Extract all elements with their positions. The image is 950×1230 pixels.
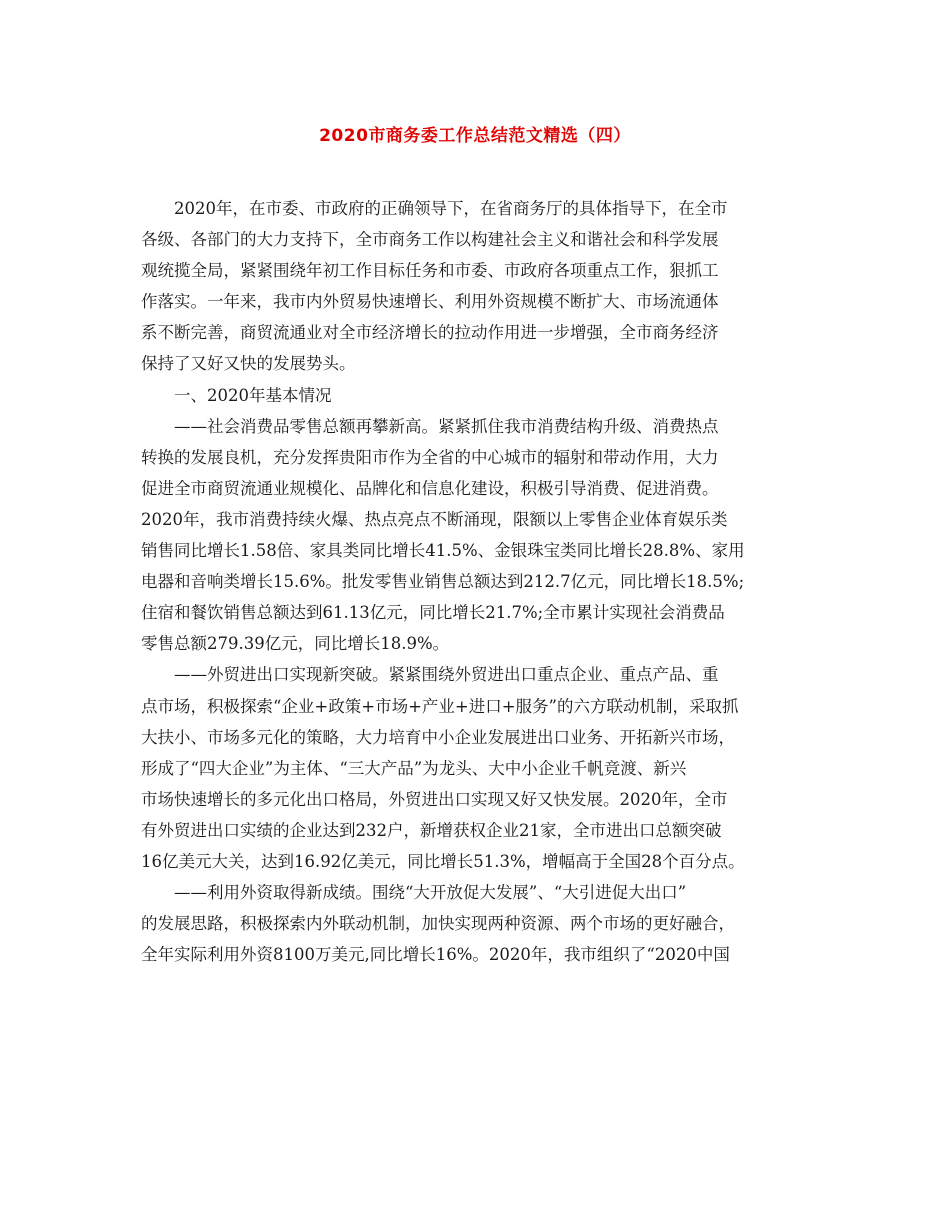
paragraph-line: 销售同比增长1.58倍、家具类同比增长41.5%、金银珠宝类同比增长28.8%、家用 bbox=[141, 541, 745, 561]
paragraph-line: 电器和音响类增长15.6%。批发零售业销售总额达到212.7亿元，同比增长18.5%; bbox=[141, 572, 745, 592]
paragraph-line: 住宿和餐饮销售总额达到61.13亿元，同比增长21.7%;全市累计实现社会消费品 bbox=[141, 603, 725, 623]
paragraph-line: 16亿美元大关，达到16.92亿美元，同比增长51.3%，增幅高于全国28个百分点。 bbox=[141, 851, 745, 871]
section-heading: 一、2020年基本情况 bbox=[174, 385, 332, 405]
paragraph-line: 形成了“四大企业”为主体、“三大产品”为龙头、大中小企业千帆竞渡、新兴 bbox=[141, 758, 687, 778]
paragraph-line: 的发展思路，积极探索内外联动机制，加快实现两种资源、两个市场的更好融合， bbox=[141, 914, 735, 934]
paragraph-line: 2020年，我市消费持续火爆、热点亮点不断涌现，限额以上零售企业体育娱乐类 bbox=[141, 509, 728, 529]
paragraph-line: 转换的发展良机，充分发挥贵阳市作为全省的中心城市的辐射和带动作用，大力 bbox=[141, 447, 719, 467]
paragraph-line: 点市场，积极探索“企业+政策+市场+产业+进口+服务”的六方联动机制，采取抓 bbox=[141, 696, 739, 716]
paragraph-line: 有外贸进出口实绩的企业达到232户，新增获权企业21家，全市进出口总额突破 bbox=[141, 820, 722, 840]
document-body bbox=[141, 193, 816, 970]
paragraph-line: ——外贸进出口实现新突破。紧紧围绕外贸进出口重点企业、重点产品、重 bbox=[174, 665, 719, 685]
paragraph-line: ——社会消费品零售总额再攀新高。紧紧抓住我市消费结构升级、消费热点 bbox=[174, 416, 719, 436]
paragraph-line: 观统揽全局，紧紧围绕年初工作目标任务和市委、市政府各项重点工作，狠抓工 bbox=[141, 261, 719, 281]
paragraph-line: 系不断完善，商贸流通业对全市经济增长的拉动作用进一步增强，全市商务经济 bbox=[141, 323, 719, 343]
paragraph-line: 2020年，在市委、市政府的正确领导下，在省商务厅的具体指导下，在全市 bbox=[174, 199, 728, 218]
paragraph-line: 零售总额279.39亿元，同比增长18.9%。 bbox=[141, 634, 450, 654]
paragraph-line: 作落实。一年来，我市内外贸易快速增长、利用外资规模不断扩大、市场流通体 bbox=[141, 292, 719, 312]
document-title: 2020市商务委工作总结范文精选（四） bbox=[319, 126, 631, 146]
paragraph-line: ——利用外资取得新成绩。围绕“大开放促大发展”、“大引进促大出口” bbox=[174, 883, 687, 903]
paragraph-line: 全年实际利用外资8100万美元,同比增长16%。2020年，我市组织了“2020中国 bbox=[141, 945, 730, 965]
paragraph-line: 市场快速增长的多元化出口格局，外贸进出口实现又好又快发展。2020年，全市 bbox=[141, 789, 728, 809]
paragraph-line: 各级、各部门的大力支持下，全市商务工作以构建社会主义和谐社会和科学发展 bbox=[141, 230, 719, 250]
paragraph-line: 大扶小、市场多元化的策略，大力培育中小企业发展进出口业务、开拓新兴市场， bbox=[141, 727, 735, 747]
paragraph-line: 促进全市商贸流通业规模化、品牌化和信息化建设，积极引导消费、促进消费。 bbox=[141, 478, 719, 498]
paragraph-line: 保持了又好又快的发展势头。 bbox=[141, 354, 356, 374]
